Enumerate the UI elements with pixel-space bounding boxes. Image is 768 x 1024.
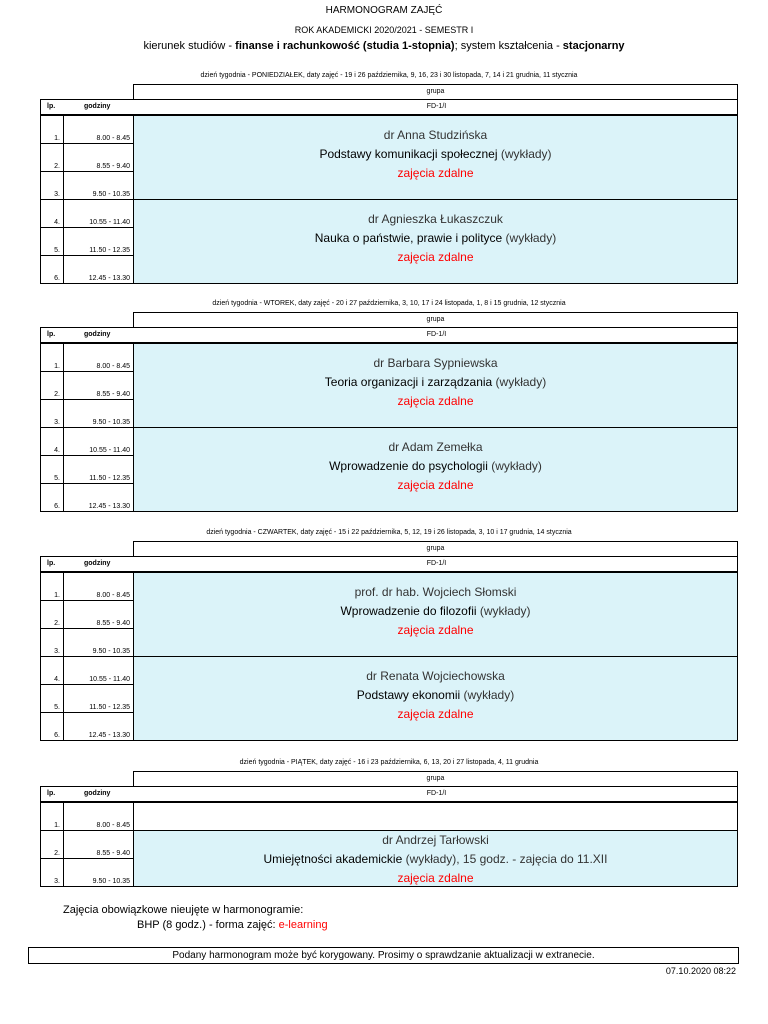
slot-number-text: 1. [54,363,60,370]
slot-hours-text: 9.50 - 10.35 [92,419,130,426]
remote-note: zajęcia zdalne [397,394,474,408]
slot-hours [63,802,134,831]
slot-number [40,858,64,887]
class-block [133,830,738,887]
remote-note: zajęcia zdalne [397,166,474,180]
day-caption: dzień tygodnia - WTOREK, daty zajęć - 20 i 27 października, 3, 10, 17 i 24 listopada, 1, 8 i 15 grudnia, 12 stycznia [212,300,566,307]
slot-hours-text: 11.50 - 12.35 [89,475,130,482]
slot-number-text: 3. [54,878,60,885]
class-block [133,199,738,284]
footer-notice: Podany harmonogram może być korygowany. Prosimy o sprawdzanie aktualizacji w extranecie. [28,947,739,964]
slot-number-text: 4. [54,447,60,454]
program-name: finanse i rachunkowość (studia 1-stopnia) [235,40,455,52]
class-kind: (wykłady) [492,375,547,389]
subject-line [134,688,737,702]
column-header-row [40,556,738,572]
remote-note: zajęcia zdalne [397,478,474,492]
slot-number [40,483,64,512]
lp-header: lp. [47,790,56,797]
slot-number [40,802,64,831]
remote-note: zajęcia zdalne [397,871,474,885]
slot-hours [63,371,134,400]
system-name: stacjonarny [562,40,625,52]
slot-number [40,143,64,172]
slot-hours [63,656,134,685]
slot-number [40,455,64,484]
slot-number [40,572,64,601]
program-line [0,40,768,52]
notes-heading: Zajęcia obowiązkowe nieujęte w harmonogramie: [63,904,304,916]
slot-hours-text: 12.45 - 13.30 [88,503,130,510]
slot-hours-text: 8.55 - 9.40 [96,620,130,627]
bhp-details: (8 godz.) - forma zajęć: [159,919,279,931]
slot-hours [63,858,134,887]
slot-hours-text: 10.55 - 11.40 [89,447,130,454]
class-kind: (wykłady) [460,688,515,702]
page-title: HARMONOGRAM ZAJĘĆ [325,5,443,16]
slot-number [40,656,64,685]
class-kind: (wykłady) [487,459,542,473]
slot-hours [63,255,134,284]
slot-hours [63,600,134,629]
slot-number-text: 1. [54,592,60,599]
slot-number-text: 5. [54,704,60,711]
slot-number [40,628,64,657]
subject-name: Podstawy komunikacji społecznej [319,147,498,161]
subject-name: Wprowadzenie do psychologii [329,459,488,473]
teacher-name: dr Barbara Sypniewska [373,356,498,370]
class-kind: (wykłady) [497,147,552,161]
class-kind: (wykłady), 15 godz. - zajęcia do 11.XII [402,852,608,866]
slot-hours [63,227,134,256]
slot-hours [63,343,134,372]
subject-name: Wprowadzenie do filozofii [340,604,477,618]
empty-slot [133,802,738,831]
subject-line [134,604,737,618]
slot-number [40,115,64,144]
slot-number-text: 3. [54,191,60,198]
subject-name: Umiejętności akademickie [263,852,403,866]
slot-number-text: 2. [54,850,60,857]
slot-hours [63,199,134,228]
slot-number [40,255,64,284]
column-header-row [40,786,738,802]
slot-hours [63,483,134,512]
program-label: kierunek studiów - [143,40,236,52]
group-header: grupa [133,541,738,557]
slot-number [40,171,64,200]
slot-number [40,600,64,629]
day-caption: dzień tygodnia - PIĄTEK, daty zajęć - 16 i 23 października, 6, 13, 20 i 27 listopada, 4, 11 grudnia [239,759,539,766]
column-header-row [40,327,738,343]
class-block [133,343,738,428]
group-header: grupa [133,312,738,328]
group-name: FD-1/I [426,331,447,338]
group-name: FD-1/I [426,560,447,567]
day-caption: dzień tygodnia - CZWARTEK, daty zajęć - 15 i 22 października, 5, 12, 19 i 26 listopada, 3, 10 i 17 grudnia, 14 stycznia [206,529,572,536]
remote-note: zajęcia zdalne [397,623,474,637]
slot-hours-text: 8.55 - 9.40 [96,850,130,857]
slot-hours [63,684,134,713]
bhp-label: BHP [137,919,160,931]
slot-hours-text: 10.55 - 11.40 [89,676,130,683]
slot-number-text: 5. [54,247,60,254]
slot-hours-text: 10.55 - 11.40 [89,219,130,226]
teacher-name: dr Anna Studzińska [383,128,488,142]
notes-bhp-line [137,919,328,931]
slot-number-text: 4. [54,219,60,226]
timestamp: 07.10.2020 08:22 [665,966,736,976]
slot-hours-text: 11.50 - 12.35 [89,704,130,711]
slot-hours [63,143,134,172]
subject-line [134,852,737,866]
slot-number [40,199,64,228]
group-name: FD-1/I [426,103,447,110]
subject-line [134,147,737,161]
class-kind: (wykłady) [502,231,557,245]
slot-number-text: 1. [54,135,60,142]
academic-year: ROK AKADEMICKI 2020/2021 - SEMESTR I [294,25,474,35]
slot-hours [63,830,134,859]
slot-hours-text: 11.50 - 12.35 [89,247,130,254]
group-header: grupa [133,84,738,100]
class-block [133,572,738,657]
slot-hours [63,427,134,456]
group-header: grupa [133,771,738,787]
hours-header: godziny [84,103,111,110]
slot-number-text: 2. [54,620,60,627]
teacher-name: dr Adam Zemełka [388,440,483,454]
lp-header: lp. [47,103,56,110]
slot-hours [63,399,134,428]
slot-hours-text: 9.50 - 10.35 [92,191,130,198]
class-block [133,427,738,512]
slot-number-text: 6. [54,275,60,282]
slot-number [40,684,64,713]
system-label: ; system kształcenia - [454,40,563,52]
slot-number-text: 5. [54,475,60,482]
column-header-row [40,99,738,115]
hours-header: godziny [84,331,111,338]
elearning-label: e-learning [278,919,328,931]
slot-hours-text: 12.45 - 13.30 [88,275,130,282]
hours-header: godziny [84,790,111,797]
slot-number-text: 6. [54,732,60,739]
slot-hours [63,115,134,144]
remote-note: zajęcia zdalne [397,250,474,264]
hours-header: godziny [84,560,111,567]
slot-hours-text: 8.00 - 8.45 [96,822,130,829]
subject-line [134,231,737,245]
subject-name: Podstawy ekonomii [356,688,461,702]
slot-hours-text: 8.55 - 9.40 [96,163,130,170]
teacher-name: dr Andrzej Tarłowski [382,833,489,847]
slot-hours [63,712,134,741]
lp-header: lp. [47,331,56,338]
slot-number [40,399,64,428]
slot-number [40,712,64,741]
slot-number-text: 3. [54,648,60,655]
subject-name: Nauka o państwie, prawie i polityce [314,231,503,245]
class-block [133,656,738,741]
slot-number-text: 3. [54,419,60,426]
slot-hours-text: 12.45 - 13.30 [88,732,130,739]
subject-line [134,375,737,389]
slot-number [40,343,64,372]
slot-hours-text: 8.00 - 8.45 [96,135,130,142]
teacher-name: dr Agnieszka Łukaszczuk [368,212,503,226]
class-kind: (wykłady) [476,604,531,618]
slot-hours [63,171,134,200]
slot-hours [63,628,134,657]
group-name: FD-1/I [426,790,447,797]
slot-hours [63,455,134,484]
slot-number [40,227,64,256]
slot-number-text: 2. [54,163,60,170]
slot-hours-text: 8.00 - 8.45 [96,592,130,599]
slot-number-text: 2. [54,391,60,398]
subject-line [134,459,737,473]
remote-note: zajęcia zdalne [397,707,474,721]
teacher-name: dr Renata Wojciechowska [366,669,505,683]
class-block [133,115,738,200]
slot-hours-text: 9.50 - 10.35 [92,878,130,885]
slot-hours-text: 9.50 - 10.35 [92,648,130,655]
teacher-name: prof. dr hab. Wojciech Słomski [354,585,517,599]
slot-hours-text: 8.55 - 9.40 [96,391,130,398]
slot-number-text: 4. [54,676,60,683]
slot-number [40,371,64,400]
slot-hours-text: 8.00 - 8.45 [96,363,130,370]
lp-header: lp. [47,560,56,567]
slot-number [40,830,64,859]
slot-number-text: 6. [54,503,60,510]
slot-number-text: 1. [54,822,60,829]
subject-name: Teoria organizacji i zarządzania [324,375,493,389]
slot-number [40,427,64,456]
slot-hours [63,572,134,601]
day-caption: dzień tygodnia - PONIEDZIAŁEK, daty zajęć - 19 i 26 października, 9, 16, 23 i 30 listopada, 7, 14 i 21 grudnia, 11 stycznia [200,72,578,79]
